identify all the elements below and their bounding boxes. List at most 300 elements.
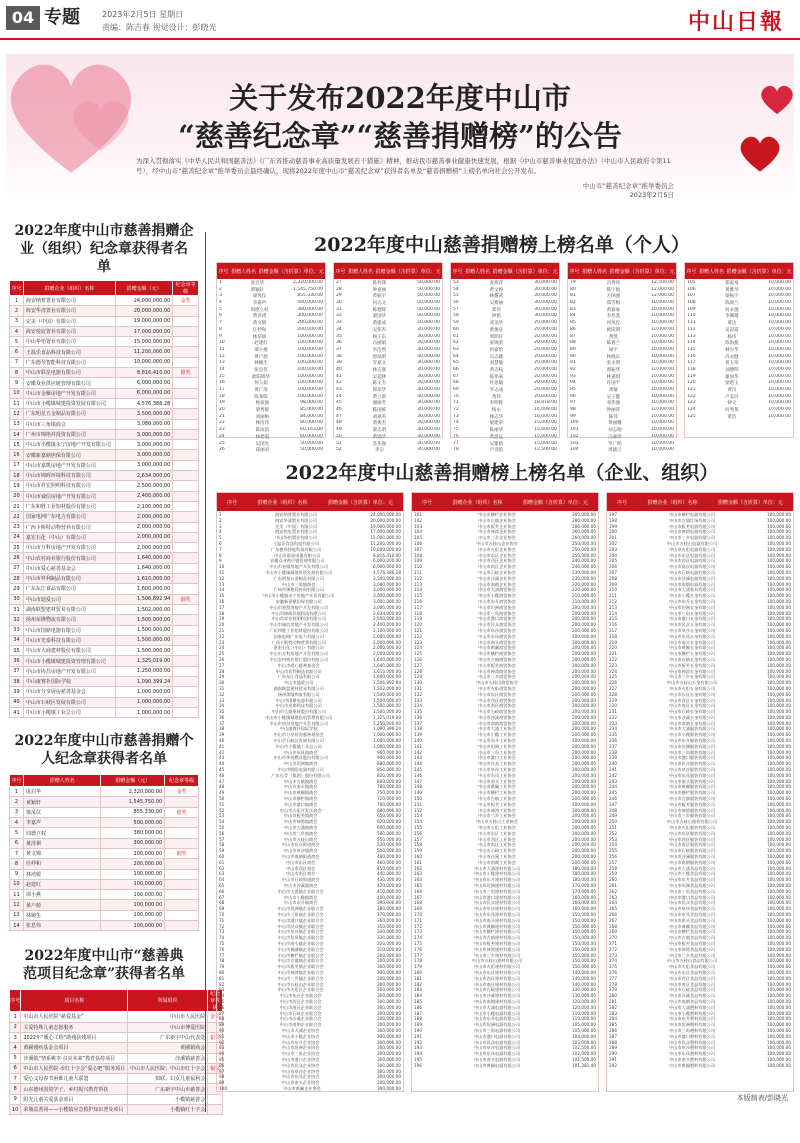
list-item xyxy=(570,320,674,327)
donation-amount: 260,000.00 xyxy=(572,529,596,535)
list-item xyxy=(687,287,791,294)
org-name: 中山市火炬商贸协会 xyxy=(478,685,516,691)
item-no: 74 xyxy=(219,935,225,941)
item-no: 135 xyxy=(414,709,422,715)
donation-amount: 1,000,000.00 xyxy=(373,732,401,738)
item-no: 97 xyxy=(570,400,576,406)
list-item xyxy=(570,387,674,394)
table-cell: 扬州荣隆物流有限公司 xyxy=(23,615,115,625)
org-name: 中山市三乡商贸协会 xyxy=(478,674,516,680)
table-cell: 855,330.00 xyxy=(101,807,165,817)
item-no: 190 xyxy=(414,1027,422,1033)
org-name: 中山市沙溪建材有限公司 xyxy=(473,993,521,999)
list-item xyxy=(219,427,323,434)
table-row xyxy=(10,398,199,408)
donation-amount: 330,000.00 xyxy=(377,935,401,941)
org-name: 中山市三乡企业协会 xyxy=(478,535,516,541)
individual-column xyxy=(684,262,794,438)
donation-amount: 24,000,000.00 xyxy=(370,512,401,517)
org-name: 中山市小榄五金有限公司 xyxy=(668,593,716,599)
item-no: 242 xyxy=(609,772,617,778)
donation-amount: 20,000.00 xyxy=(534,346,557,352)
table-cell: 2,100,000.00 xyxy=(115,501,172,511)
table-cell: 19 xyxy=(10,481,24,491)
item-no: 184 xyxy=(414,993,422,999)
table-cell: 谭小燕 xyxy=(23,890,100,900)
table-cell xyxy=(165,838,199,848)
table-row xyxy=(10,553,199,563)
individual-column xyxy=(450,262,560,454)
org-name: 中山市港口建材有限公司 xyxy=(473,894,521,900)
org-name: 中山市三乡服装有限公司 xyxy=(668,813,716,819)
donation-amount: 200,000.00 xyxy=(297,320,323,326)
item-no: 105 xyxy=(414,535,422,541)
donation-amount: 200,000.00 xyxy=(572,732,596,738)
item-no: 77 xyxy=(219,952,225,958)
item-no: 245 xyxy=(609,790,617,796)
donation-amount: 390,000.00 xyxy=(377,900,401,906)
donation-amount: 200,000.00 xyxy=(572,738,596,744)
org-name: 中山市南头服装有限公司 xyxy=(668,778,716,784)
table-cell: 安徽众业供应链管理有限公司 xyxy=(23,378,115,388)
donation-amount: 100,000.00 xyxy=(767,1062,791,1068)
item-no: 54 xyxy=(219,819,225,825)
list-item xyxy=(453,434,557,441)
item-no: 16 xyxy=(219,380,225,386)
item-no: 117 xyxy=(414,604,422,610)
table-cell: 中山市诚信房地产开发有限公司 xyxy=(23,491,115,501)
donor-name: 罗广明 xyxy=(608,441,622,447)
page-number: 04 xyxy=(6,6,40,30)
org-name: 中山市横栏商贸协会 xyxy=(478,651,516,657)
donation-amount: 18,818.00 xyxy=(534,400,557,406)
org-name: 中山市三乡工业协会 xyxy=(478,813,516,819)
org-name: 中山市五桂山建材有限公司 xyxy=(471,958,523,964)
donation-amount: 100,000.00 xyxy=(767,877,791,883)
item-no: 286 xyxy=(609,1027,617,1033)
table-cell xyxy=(173,337,199,347)
org-name: 中山市横栏企业协会 xyxy=(478,512,516,517)
item-no: 100 xyxy=(570,420,579,426)
donation-amount: 2,634,000.00 xyxy=(373,610,401,616)
list-item xyxy=(687,354,791,361)
donation-amount: 200,000.00 xyxy=(572,610,596,616)
item-no: 103 xyxy=(414,523,422,529)
donation-amount: 50,000.00 xyxy=(417,320,440,326)
item-no: 76 xyxy=(453,433,459,439)
donation-amount: 10,000.00 xyxy=(651,400,674,406)
table-cell xyxy=(173,471,199,481)
table-cell xyxy=(173,553,199,563)
donor-name: 梁秀群 xyxy=(255,408,270,414)
org-name: 中山市西区食品有限公司 xyxy=(668,975,716,981)
donor-name: 卢诗韵 xyxy=(489,448,504,454)
org-name: 中山市五桂山企业联合会 xyxy=(277,981,324,987)
org-name: 中山市坦洲商贸协会 xyxy=(478,604,516,610)
table-cell: 中山市金雁房地产开发有限公司 xyxy=(23,388,115,398)
individual-rows xyxy=(334,279,442,455)
donation-amount: 15,000.00 xyxy=(534,433,557,439)
table-cell: 2,000,000.00 xyxy=(115,522,172,532)
item-no: 10 xyxy=(219,340,225,346)
donation-amount: 480,000.00 xyxy=(377,854,401,860)
header-label: 捐赠企业（组织）名称 xyxy=(647,499,698,506)
list-item xyxy=(570,293,674,300)
item-no: 111 xyxy=(414,569,422,575)
item-no: 81 xyxy=(219,975,225,981)
donation-amount: 820,000.00 xyxy=(377,772,401,778)
table-row xyxy=(10,625,199,635)
item-no: 96 xyxy=(570,393,576,399)
item-no: 7 xyxy=(219,320,222,326)
table-cell: 山东德州国资学子、乡村振兴教育帮扶 xyxy=(21,1084,128,1094)
table-cell: 广东新宇中山代表处 xyxy=(128,1032,208,1042)
org-name: 中山市祥宏照明科技有限公司 xyxy=(271,616,326,622)
item-no: 148 xyxy=(414,784,422,790)
donation-amount: 750,000.00 xyxy=(377,790,401,796)
list-item xyxy=(336,414,440,421)
donation-amount: 100,000.00 xyxy=(767,685,791,691)
donation-amount: 460,000.00 xyxy=(377,859,401,865)
item-no: 105 xyxy=(687,280,696,285)
donation-amount: 10,000.00 xyxy=(651,360,674,366)
donation-amount: 100,000.00 xyxy=(767,911,791,917)
person-medal-table xyxy=(9,774,199,931)
list-item xyxy=(570,367,674,374)
organization-rows xyxy=(412,511,598,1070)
donation-amount: 20,000.00 xyxy=(534,360,557,366)
org-name: 中山市南头建材有限公司 xyxy=(473,917,521,923)
list-item xyxy=(219,441,323,448)
item-no: 164 xyxy=(414,877,422,883)
org-name: 中山市阜沙镇企业联合会 xyxy=(277,929,324,935)
donation-amount: 580,000.00 xyxy=(377,830,401,836)
announcement-intro: 为深入贯彻落实《中华人民共和国慈善法》《广东省推动慈善事业高质量发展若干措施》精神，推动我市慈善事业健康快速发展，根据《中山市慈善事业促进办法》（中山市人民政府令第11号），经中山市“慈善纪念章”推举委员会最终确认，现将2022年度中山市“慈善纪念章”获得者名单及“慈善捐赠榜”上榜名单向社会公开发布。 xyxy=(136,157,671,175)
item-no: 66 xyxy=(453,366,459,372)
list-item xyxy=(570,360,674,367)
list-item xyxy=(219,407,323,414)
table-cell: 300,000.00 xyxy=(101,838,165,848)
table-cell: 38 xyxy=(10,676,24,686)
org-name: 中山市南区商贸协会 xyxy=(478,703,516,709)
item-no: 42 xyxy=(336,380,342,386)
table-cell: 8,816,410.00 xyxy=(115,368,172,378)
donation-amount: 30,000.00 xyxy=(417,353,440,359)
item-no: 71 xyxy=(453,400,459,406)
table-cell: 9 xyxy=(10,378,24,388)
donor-name: 张永明 xyxy=(606,361,621,367)
table-cell: 1,500,000.00 xyxy=(115,625,172,635)
item-no: 46 xyxy=(219,772,225,778)
donation-amount: 100,000.00 xyxy=(767,848,791,854)
item-no: 254 xyxy=(609,842,617,848)
table-cell: 8 xyxy=(10,368,24,378)
list-item xyxy=(570,347,674,354)
table-cell: 40 xyxy=(10,697,24,707)
donation-amount: 100,000.00 xyxy=(767,709,791,715)
table-cell: 中山市祥宏照明科技有限公司 xyxy=(23,481,115,491)
list-item xyxy=(453,320,557,327)
item-no: 221 xyxy=(609,651,617,657)
column-divider xyxy=(205,232,206,1112)
org-name: 中山市东区建材有限公司 xyxy=(473,969,521,975)
donor-name: 黄丽珊 xyxy=(608,421,622,427)
table-cell xyxy=(173,306,199,316)
item-no: 62 xyxy=(219,865,225,871)
item-no: 123 xyxy=(414,639,422,645)
donation-amount: 100,000.00 xyxy=(297,346,323,352)
item-no: 163 xyxy=(414,871,422,877)
item-no: 27 xyxy=(219,662,225,668)
donation-amount: 100,000.00 xyxy=(767,819,791,825)
donation-amount: 2,000,000.00 xyxy=(373,633,401,639)
table-cell: 国家电网广东电力有限公司 xyxy=(23,512,115,522)
donation-amount: 50,000.00 xyxy=(300,447,323,453)
donation-amount: 150,000.00 xyxy=(572,935,596,941)
table-cell xyxy=(173,491,199,501)
table-cell: 200,000.00 xyxy=(101,848,165,858)
item-no: 196 xyxy=(414,1062,422,1068)
org-name: 中山市东凤企业协会 xyxy=(281,1074,320,1080)
item-no: 102 xyxy=(414,517,422,523)
item-no: 18 xyxy=(219,610,225,616)
item-no: 203 xyxy=(609,546,617,552)
org-name: 中山市古镇建材有限公司 xyxy=(473,935,521,941)
org-name: 中山市黄圃建材有限公司 xyxy=(473,923,521,929)
org-name: 嘉宏石化（中山）有限公司 xyxy=(273,645,324,651)
item-no: 232 xyxy=(609,714,617,720)
item-no: 89 xyxy=(219,1022,225,1028)
item-no: 125 xyxy=(687,413,696,419)
donor-name: 陈梓锋 xyxy=(372,281,387,286)
org-name: 中山市大涌食品有限公司 xyxy=(668,865,716,871)
donation-amount: 30,000.00 xyxy=(417,400,440,406)
item-no: 127 xyxy=(414,662,422,668)
table-cell: 13 xyxy=(10,910,24,920)
donation-amount: 1,500,000.00 xyxy=(373,703,401,709)
donation-amount: 20,000.00 xyxy=(534,353,557,359)
org-name: 中山市光泰科技有限公司 xyxy=(275,703,322,709)
donation-amount: 30,000.00 xyxy=(417,413,440,419)
org-name: 中山市横栏电器有限公司 xyxy=(668,512,716,517)
org-name: 中山市小榄工业协会 xyxy=(478,732,516,738)
table-row xyxy=(10,594,199,604)
item-no: 161 xyxy=(414,859,422,865)
list-item xyxy=(219,367,323,374)
item-no: 104 xyxy=(414,529,422,535)
item-no: 171 xyxy=(414,917,422,923)
donation-amount: 105,000.00 xyxy=(572,1022,596,1028)
item-no: 239 xyxy=(609,755,617,761)
item-no: 4 xyxy=(219,529,222,535)
item-no: 201 xyxy=(609,535,617,541)
item-no: 289 xyxy=(609,1045,617,1051)
item-no: 129 xyxy=(414,674,422,680)
item-no: 4 xyxy=(219,300,222,306)
list-item xyxy=(687,387,791,394)
donation-amount: 103,000.00 xyxy=(572,1039,596,1045)
org-name: 中山市火炬区企业联合会 xyxy=(277,987,324,993)
donation-amount: 10,000.00 xyxy=(768,286,791,292)
item-no: 23 xyxy=(219,639,225,645)
item-no: 186 xyxy=(414,1004,422,1010)
donation-amount: 17,000,000.00 xyxy=(370,529,401,535)
donation-amount: 2,320,000.00 xyxy=(292,280,323,285)
donor-name: 林少华 xyxy=(725,347,739,353)
table-cell: 中山市分享厨房慈善基金会 xyxy=(23,687,115,697)
table-cell: 1,000,000.00 xyxy=(115,687,172,697)
item-no: 2 xyxy=(219,517,222,523)
list-item xyxy=(453,380,557,387)
table-cell: 11 xyxy=(10,398,24,408)
donation-amount: 50,000.00 xyxy=(417,306,440,312)
donation-amount: 1,325,019.00 xyxy=(373,714,401,720)
donation-amount: 3,000,000.00 xyxy=(373,587,401,593)
item-no: 255 xyxy=(609,848,617,854)
list-item xyxy=(219,280,323,287)
item-no: 59 xyxy=(219,848,225,854)
table-cell: 10 xyxy=(10,1105,21,1115)
donor-name: 黄泽祺 xyxy=(252,314,267,320)
org-name: 中山市南朗企业联合会 xyxy=(279,1022,322,1028)
list-item xyxy=(453,441,557,448)
item-no: 144 xyxy=(414,761,422,767)
item-no: 29 xyxy=(219,674,225,680)
org-name: 中山市石岐企业协会 xyxy=(478,569,516,575)
table-cell xyxy=(173,419,199,429)
donor-name: 吴伟杰 xyxy=(372,327,387,333)
table-cell: 银奖 xyxy=(165,807,199,817)
donation-amount: 3,000,000.00 xyxy=(373,604,401,610)
org-name: 广东德琴智能科技有限公司 xyxy=(270,546,322,552)
table-cell: 阳光儿童关爱基金项目 xyxy=(21,1094,128,1104)
donation-amount: 100,000.00 xyxy=(767,732,791,738)
item-no: 167 xyxy=(414,894,422,900)
table-cell: 任仲和 xyxy=(23,859,100,869)
org-name: 中山市港口五金有限公司 xyxy=(668,616,716,622)
table-row xyxy=(10,368,199,378)
item-no: 152 xyxy=(414,807,422,813)
item-no: 40 xyxy=(336,366,342,372)
item-no: 200 xyxy=(609,529,617,535)
item-no: 15 xyxy=(219,593,225,599)
list-item xyxy=(453,347,557,354)
donor-name: 何秀英 xyxy=(725,408,739,414)
org-name: 中山市东区商贸协会 xyxy=(478,691,516,697)
donor-name: 陈海燕 xyxy=(725,341,739,347)
item-no: 12 xyxy=(219,353,225,359)
table-cell: 铜奖 xyxy=(208,1063,223,1073)
org-name: 中山市港口食品有限公司 xyxy=(668,894,716,900)
org-name: 中山市坦洲工业协会 xyxy=(478,743,516,749)
donation-amount: 200,000.00 xyxy=(572,743,596,749)
donor-name: 刘翠英 xyxy=(372,414,387,420)
item-no: 85 xyxy=(570,320,576,326)
org-name: 中山市石岐企业联合会 xyxy=(279,1010,322,1016)
table-row xyxy=(10,460,199,470)
donation-amount: 110,000.00 xyxy=(572,1016,596,1022)
org-name: 中山市南头电器有限公司 xyxy=(473,1056,521,1062)
list-item xyxy=(570,327,674,334)
item-no: 262 xyxy=(609,888,617,894)
item-no: 241 xyxy=(609,767,617,773)
org-name: 中山市古镇服装有限公司 xyxy=(668,796,716,802)
org-name: 中山市沙溪企业协会 xyxy=(478,575,516,581)
item-no: 130 xyxy=(414,680,422,686)
item-no: 191 xyxy=(414,1033,422,1039)
item-no: 101 xyxy=(570,427,579,433)
org-name: 中山市沙溪镇商会 xyxy=(283,883,318,888)
donation-amount: 200,000.00 xyxy=(572,836,596,842)
org-name: 中山市南区建材有限公司 xyxy=(473,981,521,987)
donation-amount: 20,000.00 xyxy=(534,373,557,379)
item-no: 112 xyxy=(414,575,422,581)
org-name: 中山市大涌企业协会 xyxy=(281,1027,320,1033)
table-cell: 17 xyxy=(10,460,24,470)
org-name: 中山市古镇镇商会 xyxy=(283,778,318,784)
donation-amount: 10,000.00 xyxy=(768,320,791,326)
donation-amount: 15,000.00 xyxy=(534,440,557,446)
item-no: 57 xyxy=(453,306,459,312)
table-cell: 3 xyxy=(10,1032,21,1042)
item-no: 79 xyxy=(219,964,225,970)
item-no: 24 xyxy=(219,645,225,651)
donation-amount: 680,000.00 xyxy=(377,807,401,813)
table-cell: 1,610,000.00 xyxy=(115,574,172,584)
table-cell: 小榄镇慈善会 xyxy=(128,1094,208,1104)
org-name: 中山市横栏五金有限公司 xyxy=(668,651,716,657)
org-name: 中山市古镇食品有限公司 xyxy=(668,935,716,941)
item-no: 210 xyxy=(609,587,617,593)
donation-amount: 10,000.00 xyxy=(768,413,791,419)
org-name: 中山市大涌电器有限公司 xyxy=(473,1004,521,1010)
org-name: 中山市黄圃塑料有限公司 xyxy=(668,1062,716,1068)
table-cell: 33 xyxy=(10,625,24,635)
item-no: 74 xyxy=(453,420,459,426)
item-no: 13 xyxy=(219,581,225,587)
table-cell: 2,634,000.00 xyxy=(115,471,172,481)
item-no: 115 xyxy=(687,346,696,352)
table-cell: 1,325,019.00 xyxy=(115,656,172,666)
table-cell: 2,000,000.00 xyxy=(115,532,172,542)
list-item xyxy=(219,420,323,427)
announcement-title-line1: 关于发布2022年度中山市 xyxy=(229,81,571,115)
donation-amount: 30,000.00 xyxy=(534,313,557,319)
item-no: 83 xyxy=(219,987,225,993)
donation-amount: 300,000.00 xyxy=(377,975,401,981)
donor-name: 黄伟 xyxy=(491,394,501,400)
table-cell: 14 xyxy=(10,921,24,931)
table-row xyxy=(10,306,199,316)
item-no: 110 xyxy=(414,564,422,570)
donor-name: 冯丽娟 xyxy=(372,341,387,347)
item-no: 146 xyxy=(414,772,422,778)
donation-amount: 10,000.00 xyxy=(768,373,791,379)
donation-amount: 100,000.00 xyxy=(297,340,323,346)
org-name: 中山市迪爱公司 xyxy=(284,680,314,686)
signer-name: 中山市“慈善纪念章”推举委员会 xyxy=(582,182,674,190)
table-cell: 广州市锦艳祥投资有限公司 xyxy=(23,429,115,439)
donation-amount: 10,000.00 xyxy=(651,413,674,419)
org-name: 中山市石岐五金有限公司 xyxy=(668,709,716,715)
donation-amount: 100,000.00 xyxy=(767,1016,791,1022)
table-row xyxy=(10,347,199,357)
donation-amount: 10,000.00 xyxy=(651,420,674,426)
item-no: 70 xyxy=(453,393,459,399)
donor-name: 黄嘉豪 xyxy=(606,307,621,313)
org-name: 中山市大涌商贸协会 xyxy=(478,587,516,593)
item-no: 26 xyxy=(219,656,225,662)
